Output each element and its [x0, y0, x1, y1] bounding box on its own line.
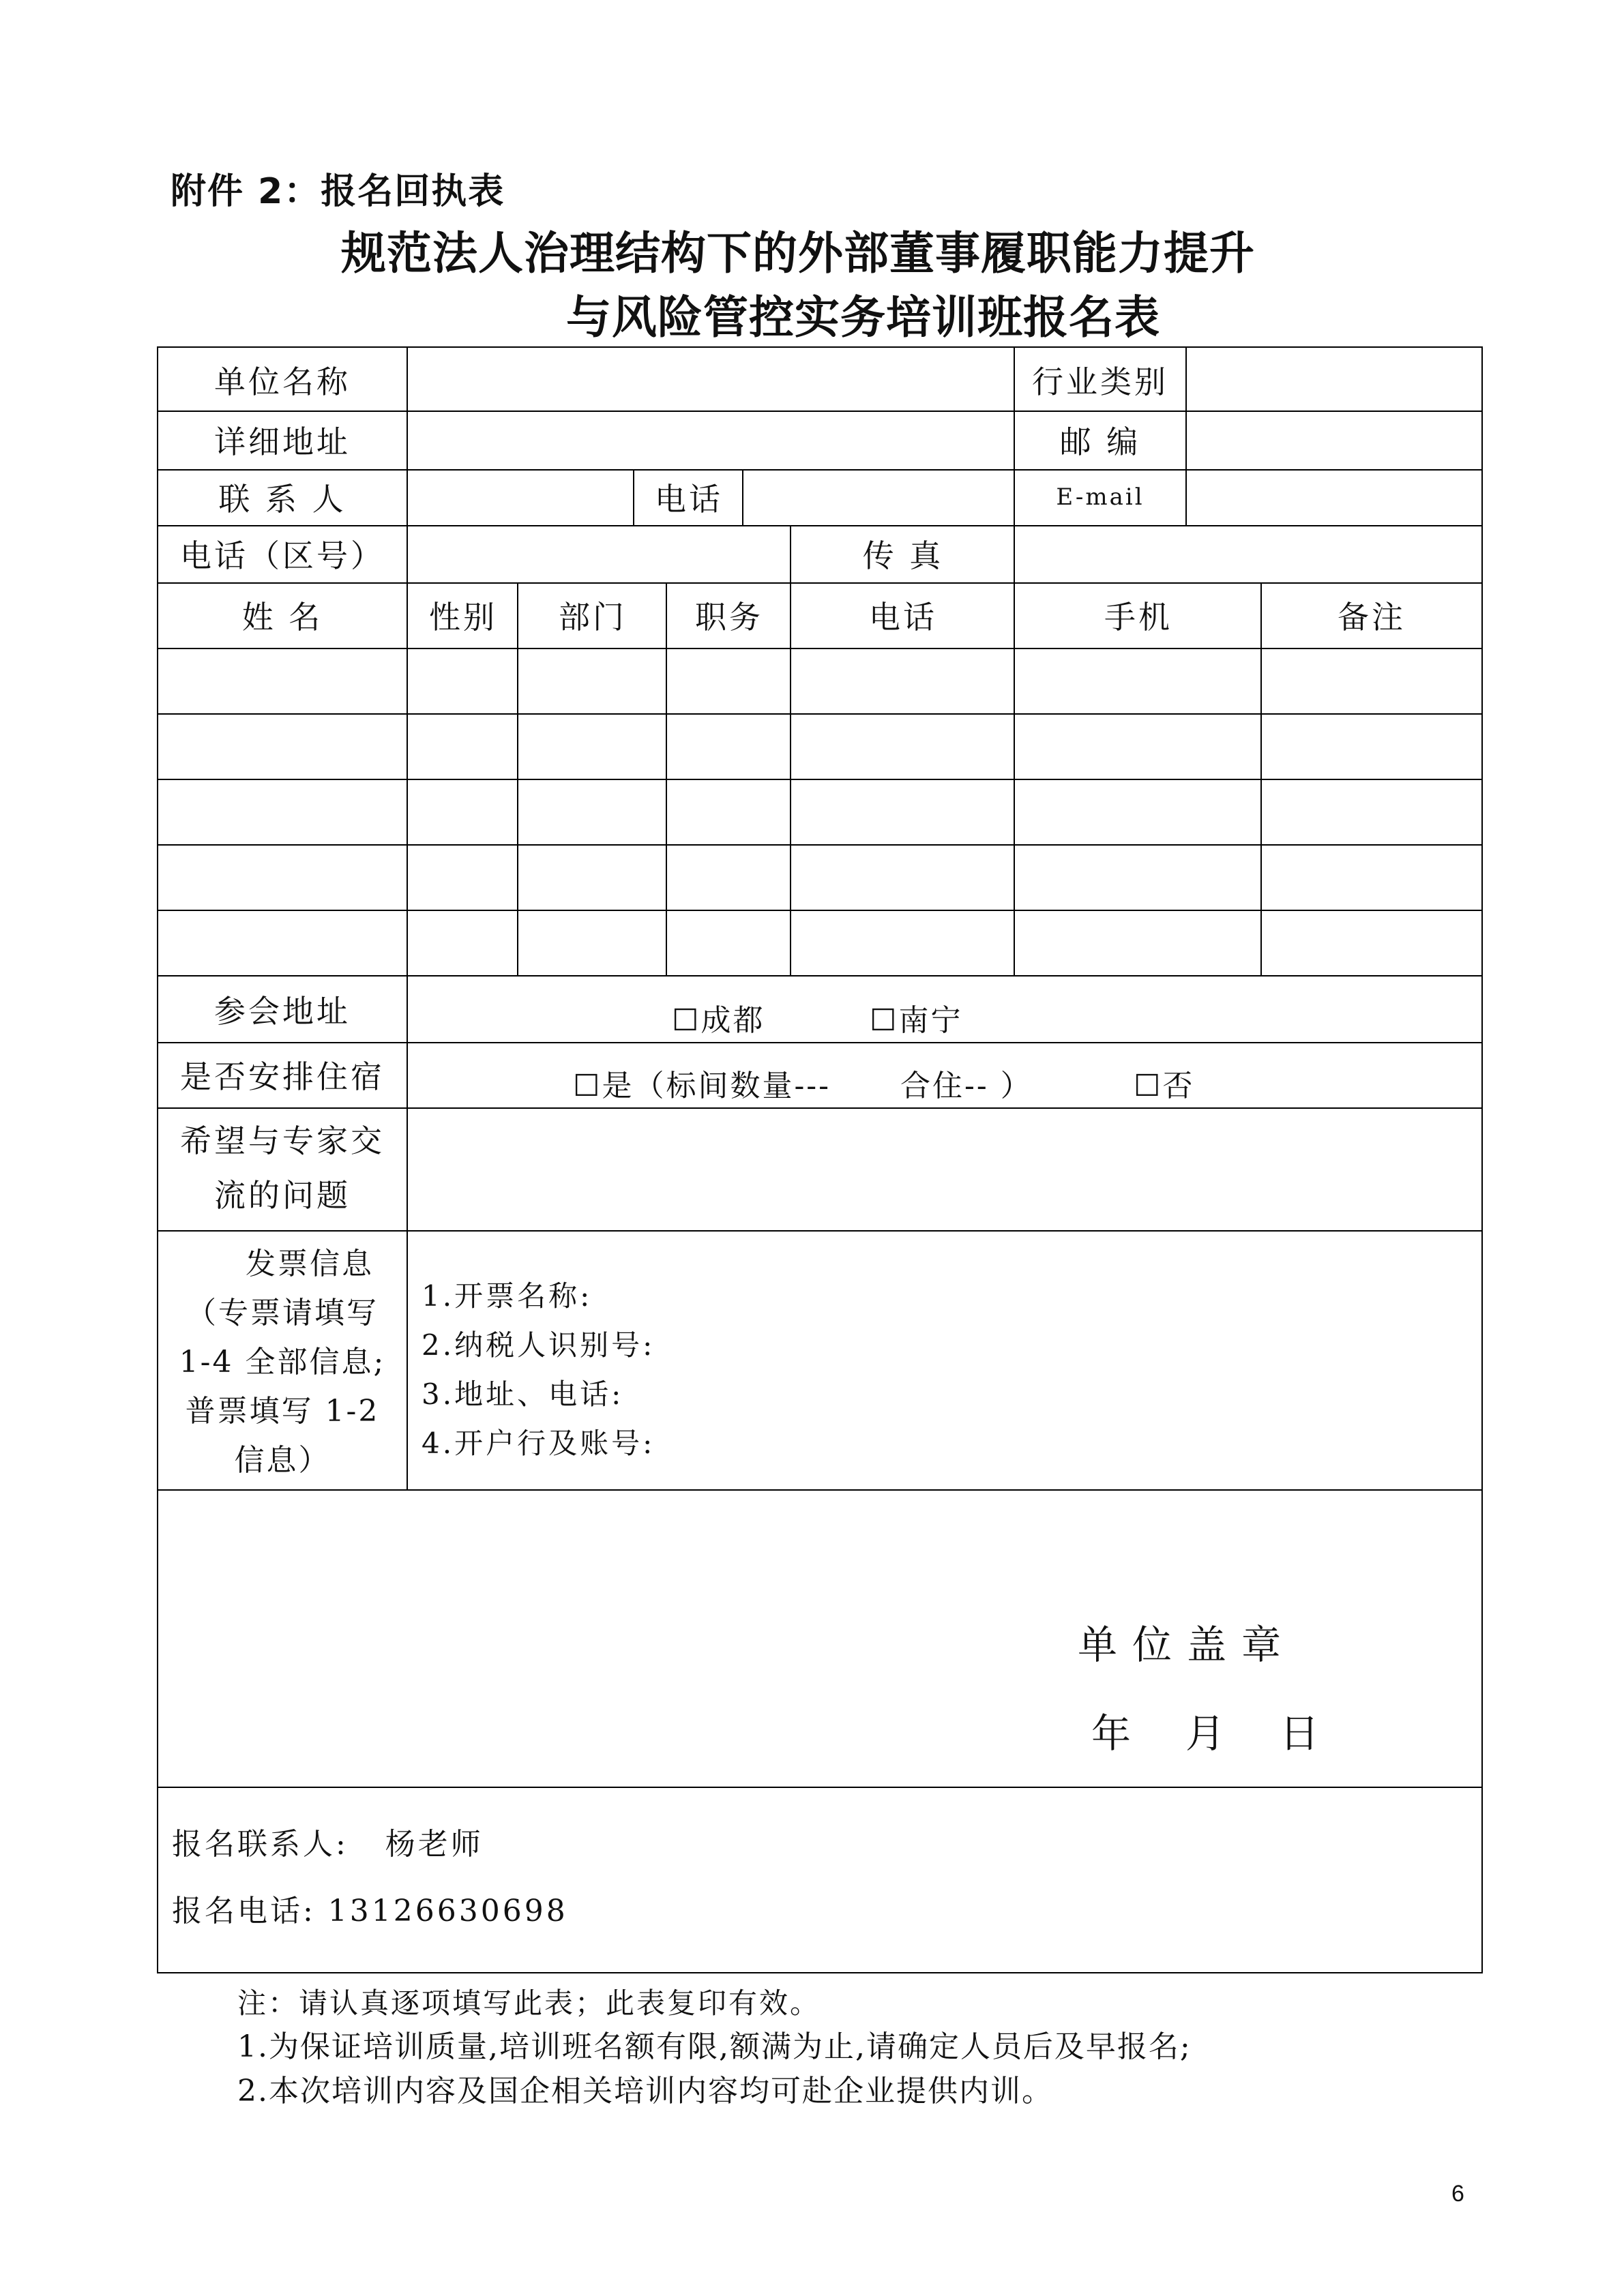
- unit-name-label: 单位名称: [214, 363, 351, 400]
- invoice-label-line: 普票填写 1-2: [185, 1394, 380, 1429]
- attendee-cell[interactable]: [158, 780, 407, 843]
- attendee-cell[interactable]: [518, 846, 666, 908]
- invoice-item-tax-id[interactable]: 2.纳税人识别号:: [422, 1328, 655, 1362]
- attendee-cell[interactable]: [408, 911, 517, 974]
- email-label: E-mail: [1056, 483, 1145, 511]
- date-line: [1091, 1701, 1319, 1759]
- attendee-cell[interactable]: [1015, 780, 1260, 843]
- phone-label: 电话: [655, 481, 723, 518]
- contact-person-label: 联 系 人: [218, 481, 346, 518]
- address-label: 详细地址: [214, 423, 351, 460]
- invoice-label-line: 信息）: [234, 1443, 331, 1478]
- lodging-shared: 合住-- ）: [900, 1069, 1033, 1103]
- form-title-line2: 与风险管控实务培训班报名表: [566, 291, 1160, 344]
- month-label: 月: [1185, 1710, 1226, 1757]
- year-label: 年: [1091, 1710, 1132, 1757]
- grid-line: [157, 346, 1483, 348]
- attendee-cell[interactable]: [1262, 780, 1481, 843]
- attendee-cell[interactable]: [408, 715, 517, 777]
- note-2: 2.本次培训内容及国企相关培训内容均可赴企业提供内训。: [237, 2074, 1053, 2108]
- venue-option-nanning[interactable]: ☐南宁: [870, 1003, 963, 1038]
- day-label: 日: [1280, 1710, 1320, 1757]
- registration-phone: 报名电话: 13126630698: [172, 1894, 568, 1928]
- attendee-cell[interactable]: [1262, 911, 1481, 974]
- grid-line: [1481, 346, 1483, 1973]
- attendee-cell[interactable]: [791, 715, 1014, 777]
- attendee-cell[interactable]: [408, 846, 517, 908]
- attendee-cell[interactable]: [667, 649, 790, 712]
- attendee-cell[interactable]: [158, 911, 407, 974]
- attendee-cell[interactable]: [1015, 649, 1260, 712]
- attendee-cell[interactable]: [791, 911, 1014, 974]
- invoice-label: [158, 1240, 407, 1485]
- attendee-cell[interactable]: [518, 715, 666, 777]
- col-phone: 电话: [869, 599, 937, 636]
- attendee-cell[interactable]: [1262, 846, 1481, 908]
- attendee-cell[interactable]: [791, 649, 1014, 712]
- col-position: 职务: [695, 599, 763, 636]
- attendee-cell[interactable]: [667, 846, 790, 908]
- industry-label: 行业类别: [1032, 363, 1168, 400]
- attendee-cell[interactable]: [1262, 715, 1481, 777]
- grid-line: [157, 1489, 1483, 1491]
- note-1: 1.为保证培训质量,培训班名额有限,额满为止,请确定人员后及早报名;: [237, 2029, 1192, 2064]
- questions-label-line2: 流的问题: [214, 1177, 351, 1214]
- attendee-cell[interactable]: [518, 911, 666, 974]
- attendee-cell[interactable]: [667, 911, 790, 974]
- attendee-cell[interactable]: [158, 846, 407, 908]
- grid-line: [157, 1230, 1483, 1232]
- lodging-option-no[interactable]: ☐否: [1134, 1069, 1195, 1103]
- attendee-cell[interactable]: [1015, 715, 1260, 777]
- lodging-label: 是否安排住宿: [180, 1058, 385, 1095]
- area-phone-label: 电话（区号）: [180, 537, 385, 574]
- registration-contact: 报名联系人: 杨老师: [172, 1827, 484, 1862]
- venue-label: 参会地址: [214, 993, 351, 1030]
- attendee-cell[interactable]: [158, 715, 407, 777]
- page-number: 6: [1451, 2181, 1464, 2207]
- form-title-line1: 规范法人治理结构下的外部董事履职能力提升: [341, 227, 1255, 280]
- attachment-label: 附件 2：报名回执表: [171, 171, 505, 212]
- attendee-cell[interactable]: [1262, 649, 1481, 712]
- grid-line: [157, 1972, 1483, 1973]
- questions-input[interactable]: [409, 1109, 1480, 1229]
- grid-line: [1185, 346, 1187, 525]
- invoice-label-line: 1-4 全部信息;: [179, 1345, 386, 1380]
- lodging-option-yes[interactable]: ☐是（标间数量---: [573, 1069, 831, 1103]
- attendee-cell[interactable]: [518, 649, 666, 712]
- attendee-cell[interactable]: [1015, 911, 1260, 974]
- questions-label-line1: 希望与专家交: [180, 1122, 385, 1159]
- grid-line: [157, 1787, 1483, 1788]
- attendee-cell[interactable]: [158, 649, 407, 712]
- attendee-cell[interactable]: [1015, 846, 1260, 908]
- col-gender: 性别: [429, 599, 497, 636]
- attendee-cell[interactable]: [667, 780, 790, 843]
- invoice-label-line: （专票请填写: [186, 1296, 379, 1330]
- col-department: 部门: [559, 599, 627, 636]
- invoice-item-name[interactable]: 1.开票名称:: [422, 1279, 593, 1313]
- attendee-cell[interactable]: [791, 846, 1014, 908]
- venue-option-chengdu[interactable]: ☐成都: [672, 1003, 765, 1038]
- attendee-cell[interactable]: [667, 715, 790, 777]
- invoice-item-address-phone[interactable]: 3.地址、电话:: [422, 1377, 624, 1411]
- invoice-item-bank-account[interactable]: 4.开户行及账号:: [422, 1427, 655, 1460]
- col-name: 姓 名: [241, 599, 323, 636]
- attendee-cell[interactable]: [408, 649, 517, 712]
- attendee-cell[interactable]: [791, 780, 1014, 843]
- invoice-label-line: 发票信息: [246, 1247, 374, 1281]
- unit-seal-label: 单位盖章: [1078, 1622, 1297, 1668]
- note-main: 注：请认真逐项填写此表；此表复印有效。: [237, 1986, 821, 2020]
- postcode-label: 邮 编: [1059, 423, 1141, 460]
- col-mobile: 手机: [1104, 599, 1172, 636]
- attendee-cell[interactable]: [518, 780, 666, 843]
- attendee-cell[interactable]: [408, 780, 517, 843]
- fax-label: 传 真: [862, 537, 944, 574]
- col-remarks: 备注: [1338, 599, 1406, 636]
